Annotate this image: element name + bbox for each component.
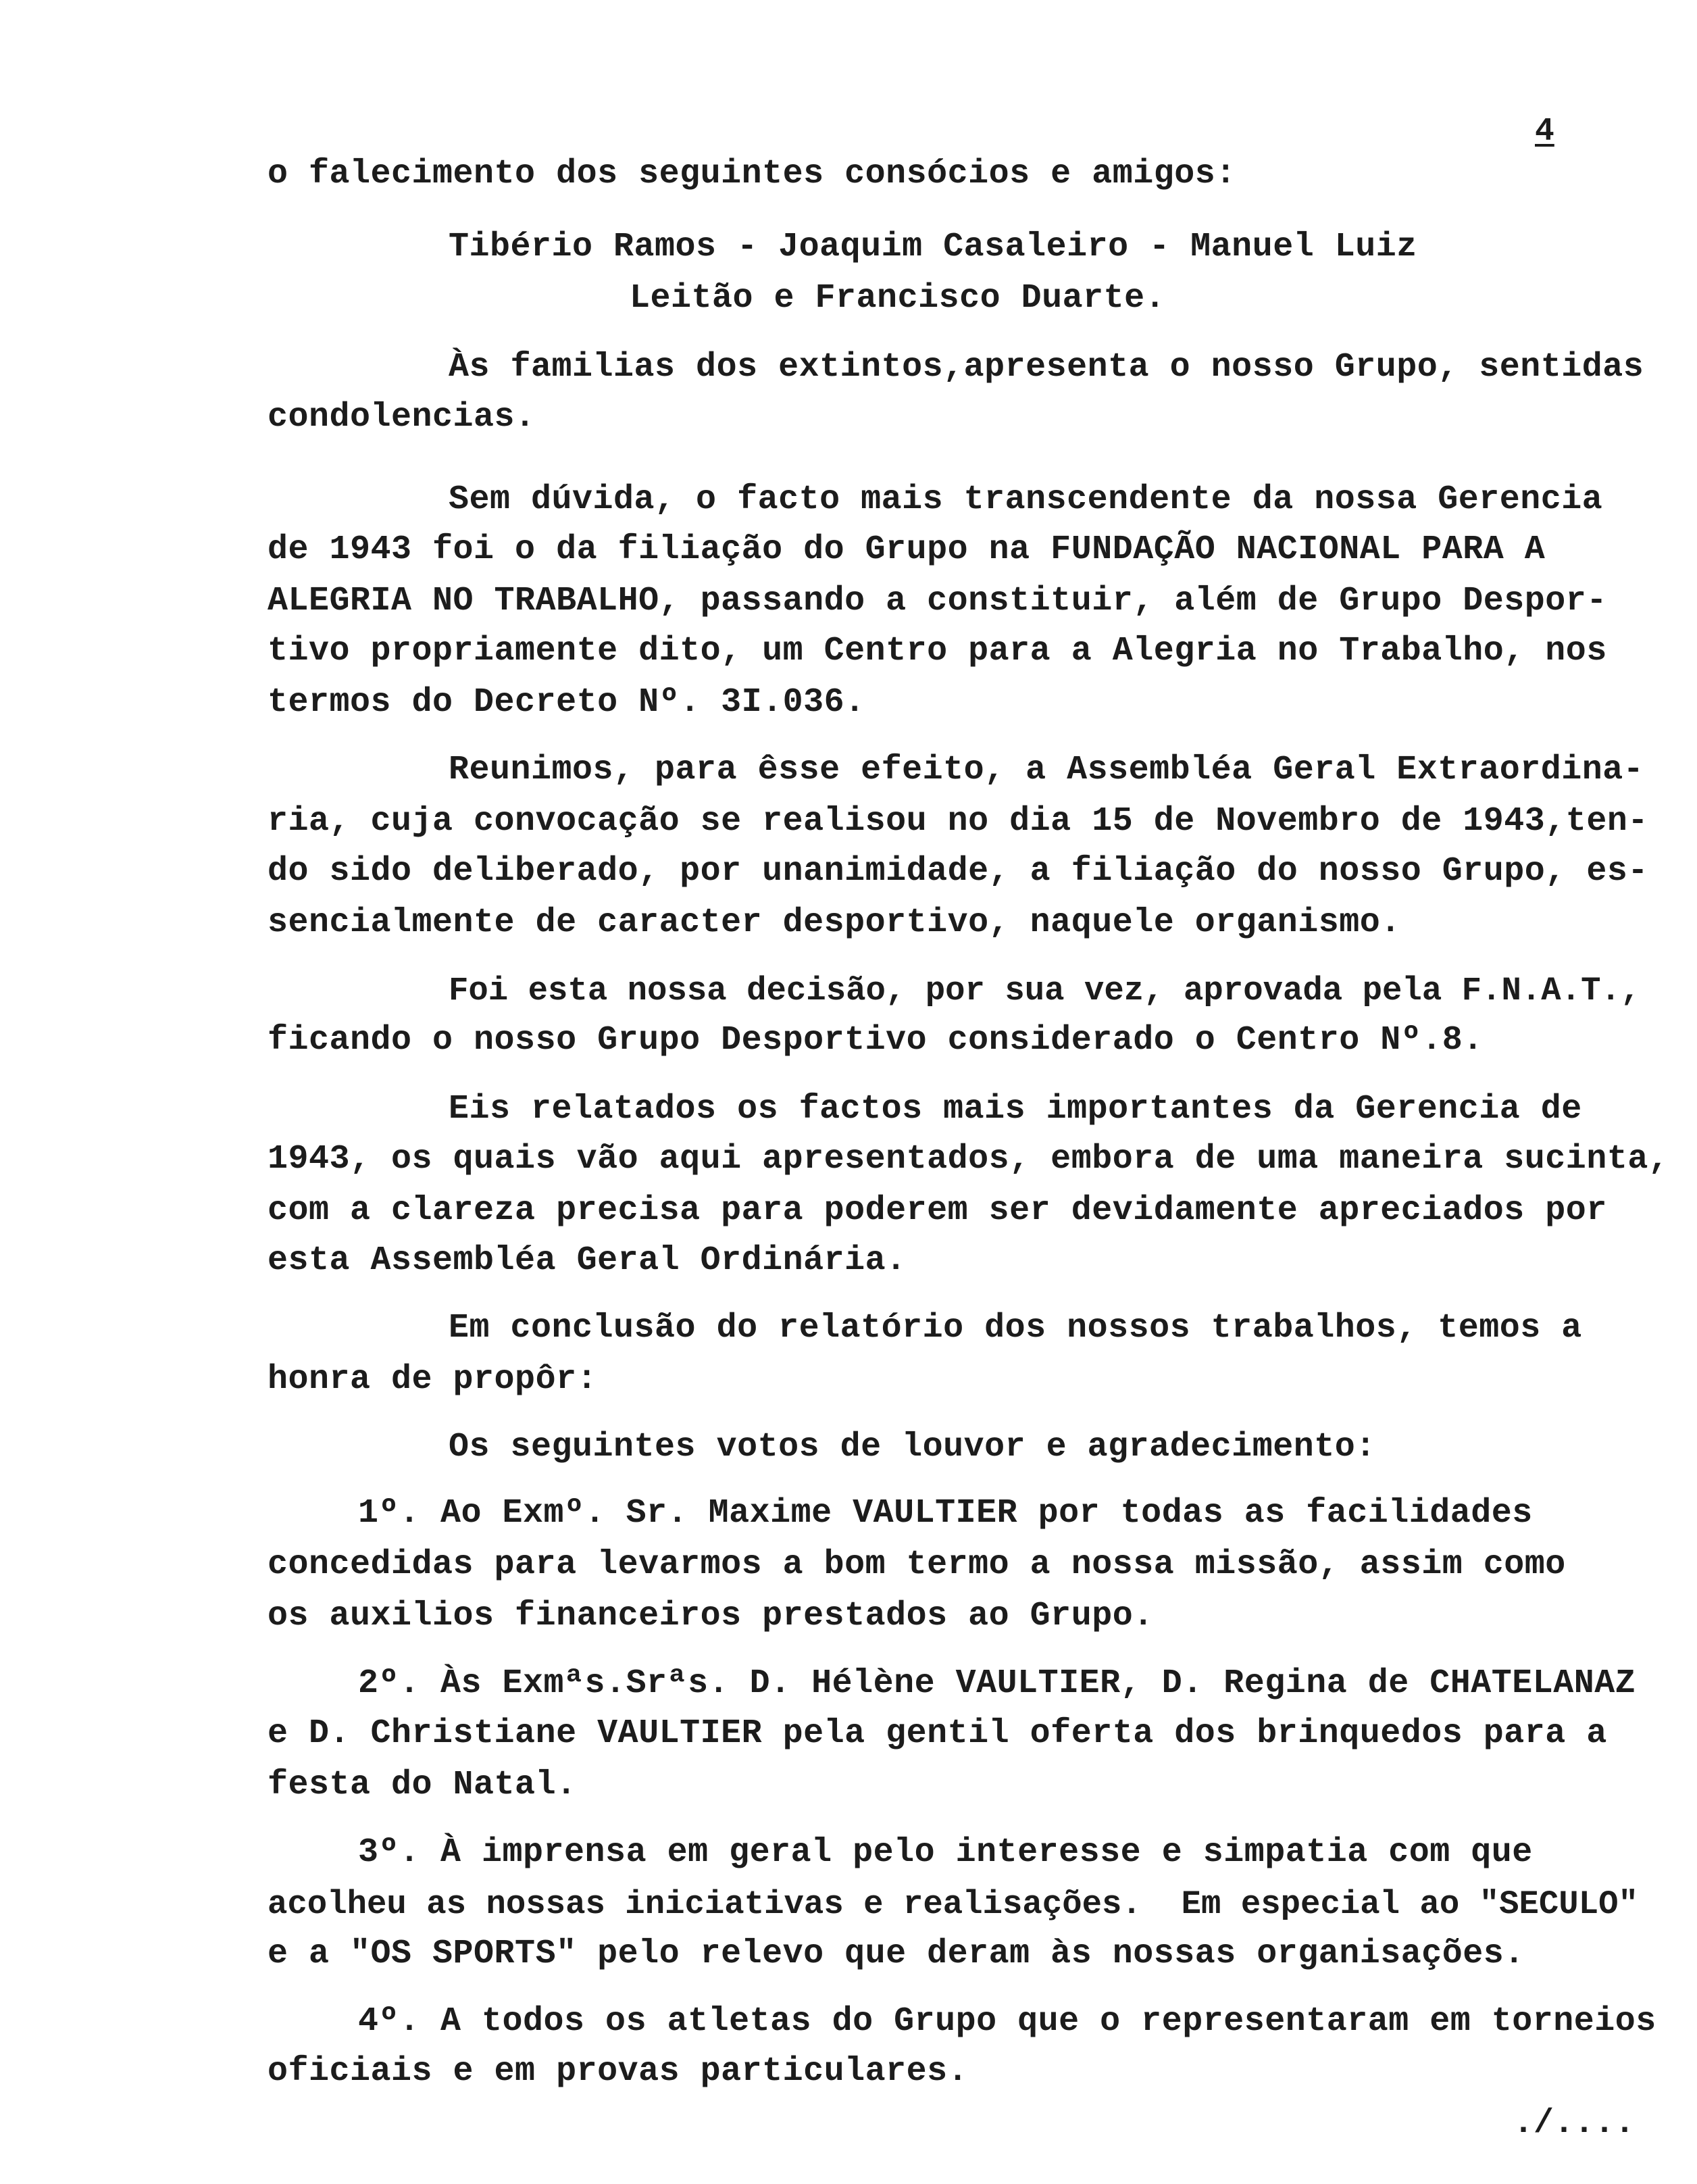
text-line: Tibério Ramos - Joaquim Casaleiro - Manuel Luiz xyxy=(449,228,1417,266)
text-line: honra de propôr: xyxy=(268,1360,598,1399)
text-line: ria, cuja convocação se realisou no dia 15 de Novembro de 1943,ten- xyxy=(268,802,1648,841)
text-line: Em conclusão do relatório dos nossos trabalhos, temos a xyxy=(449,1309,1582,1347)
text-line: Os seguintes votos de louvor e agradecimento: xyxy=(449,1428,1376,1466)
text-line: 2º. Às Exmªs.Srªs. D. Hélène VAULTIER, D. Regina de CHATELANAZ xyxy=(358,1664,1636,1703)
text-line: Foi esta nossa decisão, por sua vez, aprovada pela F.N.A.T., xyxy=(449,972,1641,1010)
text-line: Eis relatados os factos mais importantes da Gerencia de xyxy=(449,1090,1582,1128)
text-line: ALEGRIA NO TRABALHO, passando a constituir, além de Grupo Despor- xyxy=(268,582,1607,620)
text-line: sencialmente de caracter desportivo, naquele organismo. xyxy=(268,903,1401,942)
text-line: esta Assembléa Geral Ordinária. xyxy=(268,1241,907,1280)
text-line: de 1943 foi o da filiação do Grupo na FUNDAÇÃO NACIONAL PARA A xyxy=(268,530,1546,569)
text-line: Leitão e Francisco Duarte. xyxy=(630,279,1166,318)
text-line: Às familias dos extintos,apresenta o nosso Grupo, sentidas xyxy=(449,348,1644,387)
text-line: do sido deliberado, por unanimidade, a filiação do nosso Grupo, es- xyxy=(268,852,1648,891)
text-line: os auxilios financeiros prestados ao Grupo. xyxy=(268,1597,1154,1635)
text-line: acolheu as nossas iniciativas e realisações. Em especial ao "SECULO" xyxy=(268,1885,1638,1923)
text-line: com a clareza precisa para poderem ser devidamente apreciados por xyxy=(268,1191,1607,1230)
text-line: 1º. Ao Exmº. Sr. Maxime VAULTIER por todas as facilidades xyxy=(358,1494,1533,1533)
text-line: Reunimos, para êsse efeito, a Assembléa Geral Extraordina- xyxy=(449,751,1644,789)
text-line: ficando o nosso Grupo Desportivo considerado o Centro Nº.8. xyxy=(268,1021,1484,1060)
text-line: 3º. À imprensa em geral pelo interesse e simpatia com que xyxy=(358,1833,1533,1872)
text-line: e a "OS SPORTS" pelo relevo que deram às nossas organisações. xyxy=(268,1935,1525,1973)
text-line: e D. Christiane VAULTIER pela gentil oferta dos brinquedos para a xyxy=(268,1714,1607,1753)
text-line: festa do Natal. xyxy=(268,1766,577,1804)
text-line: Sem dúvida, o facto mais transcendente da nossa Gerencia xyxy=(449,480,1603,519)
page-number: 4 xyxy=(1535,114,1554,150)
text-line: oficiais e em provas particulares. xyxy=(268,2052,969,2091)
text-line: 1943, os quais vão aqui apresentados, embora de uma maneira sucinta, xyxy=(268,1140,1669,1178)
text-line: concedidas para levarmos a bom termo a nossa missão, assim como xyxy=(268,1545,1566,1584)
text-line: termos do Decreto Nº. 3I.036. xyxy=(268,683,865,722)
text-line: 4º. A todos os atletas do Grupo que o representaram em torneios xyxy=(358,2002,1656,2041)
text-line: tivo propriamente dito, um Centro para a Alegria no Trabalho, nos xyxy=(268,632,1607,670)
text-line: condolencias. xyxy=(268,398,536,437)
text-line: o falecimento dos seguintes consócios e amigos: xyxy=(268,155,1236,193)
continuation-mark: ./.... xyxy=(1513,2104,1636,2143)
